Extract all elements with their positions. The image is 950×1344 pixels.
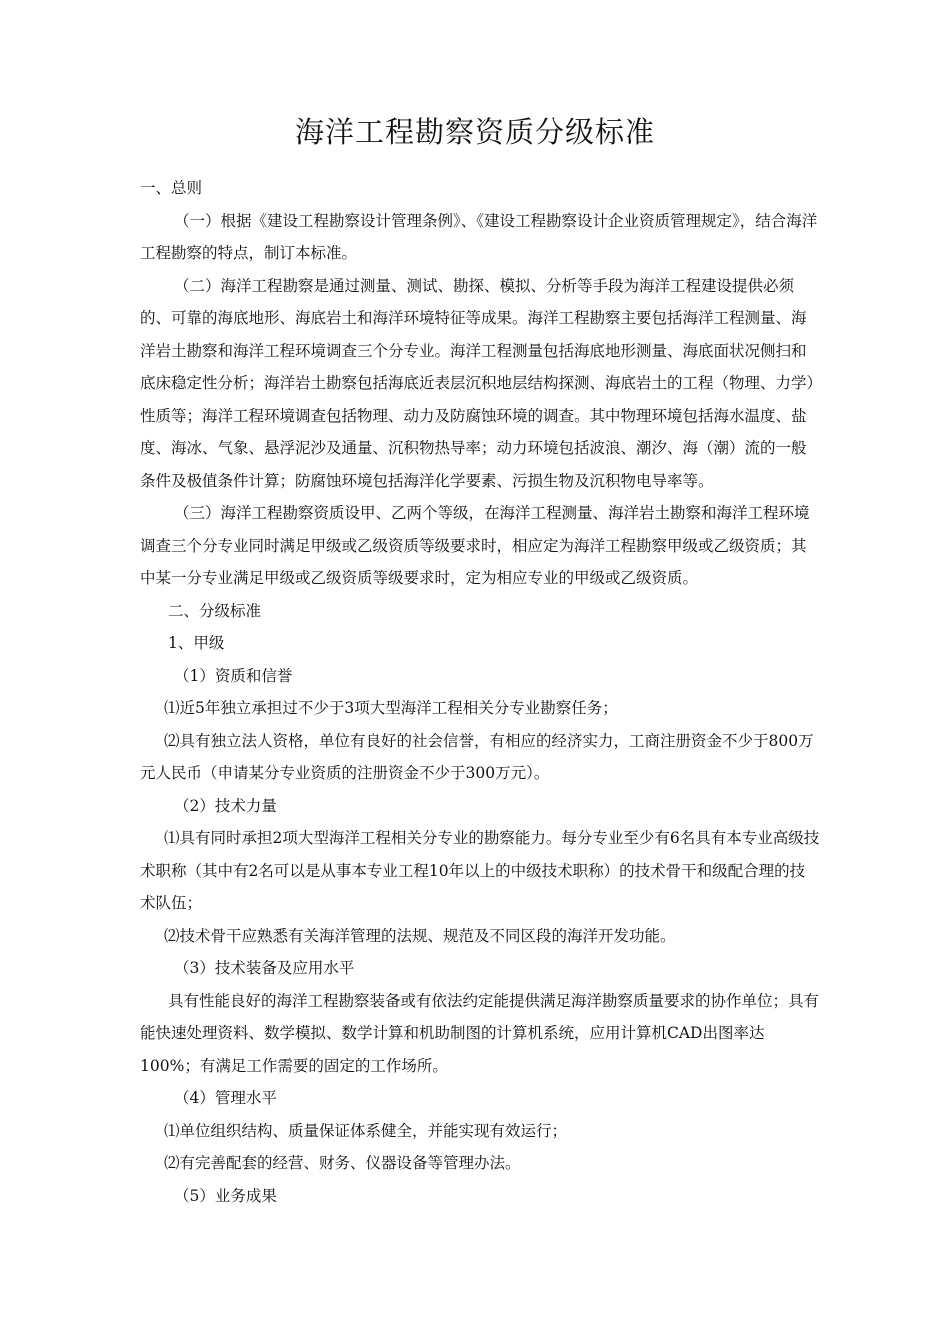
subheading-qualification: （1）资质和信誉 — [174, 666, 293, 685]
list-item: ⑵具有独立法人资格，单位有良好的社会信誉，有相应的经济实力，工商注册资金不少于800万元人民币（申请某分专业资质的注册资金不少于300万元）。 — [140, 731, 814, 782]
document-body — [140, 172, 820, 1212]
paragraph-grades: （三）海洋工程勘察资质设甲、乙两个等级，在海洋工程测量、海洋岩土勘察和海洋工程环境调查三个分专业同时满足甲级或乙级资质等级要求时，相应定为海洋工程勘察甲级或乙级资质；其中某一分专业满足甲级或乙级资质等级要求时，定为相应专业的甲级或乙级资质。 — [140, 504, 810, 587]
subheading-achievements: （5）业务成果 — [174, 1186, 277, 1205]
paragraph-equipment: 具有性能良好的海洋工程勘察装备或有依法约定能提供满足海洋勘察质量要求的协作单位；具有能快速处理资料、数学模拟、数学计算和机助制图的计算机系统，应用计算机CAD出图率达100%；有满足工作需要的固定的工作场所。 — [140, 991, 820, 1075]
subheading-management: （4）管理水平 — [174, 1089, 277, 1107]
list-item: ⑵有完善配套的经营、财务、仪器设备等管理办法。 — [164, 1154, 521, 1172]
paragraph-definition: （二）海洋工程勘察是通过测量、测试、勘探、模拟、分析等手段为海洋工程建设提供必须的、可靠的海底地形、海底岩土和海洋环境特征等成果。海洋工程勘察主要包括海洋工程测量、海洋岩土勘察和海洋工程环境调查三个分专业。海洋工程测量包括海底地形测量、海底面状况侧扫和底床稳定性分析；海洋岩土勘察包括海底近表层沉积地层结构探测、海底岩土的工程（物理、力学）性质等；海洋工程环境调查包括物理、动力及防腐蚀环境的调查。其中物理环境包括海水温度、盐度、海冰、气象、悬浮泥沙及通量、沉积物热导率；动力环境包括波浪、潮汐、海（潮）流的一般条件及极值条件计算；防腐蚀环境包括海洋化学要素、污损生物及沉积物电导率等。 — [140, 276, 815, 490]
list-item: ⑴近5年独立承担过不少于3项大型海洋工程相关分专业勘察任务； — [164, 699, 618, 717]
list-item: ⑴单位组织结构、质量保证体系健全，并能实现有效运行； — [164, 1121, 568, 1140]
section-heading-general: 一、总则 — [140, 179, 203, 197]
section-heading-standards: 二、分级标准 — [168, 601, 262, 620]
subheading-grade-a: 1、甲级 — [168, 634, 225, 652]
list-item: ⑴具有同时承担2项大型海洋工程相关分专业的勘察能力。每分专业至少有6名具有本专业高级技术职称（其中有2名可以是从事本专业工程10年以上的中级技术职称）的技术骨干和级配合理的技术队伍； — [140, 829, 820, 912]
subheading-technical-strength: （2）技术力量 — [174, 796, 277, 815]
subheading-equipment: （3）技术装备及应用水平 — [174, 959, 355, 977]
list-item: ⑵技术骨干应熟悉有关海洋管理的法规、规范及不同区段的海洋开发功能。 — [164, 926, 676, 945]
document-title: 海洋工程勘察资质分级标准 — [294, 115, 655, 149]
paragraph-basis: （一）根据《建设工程勘察设计管理条例》、《建设工程勘察设计企业资质管理规定》，结合海洋工程勘察的特点，制订本标准。 — [140, 211, 818, 262]
